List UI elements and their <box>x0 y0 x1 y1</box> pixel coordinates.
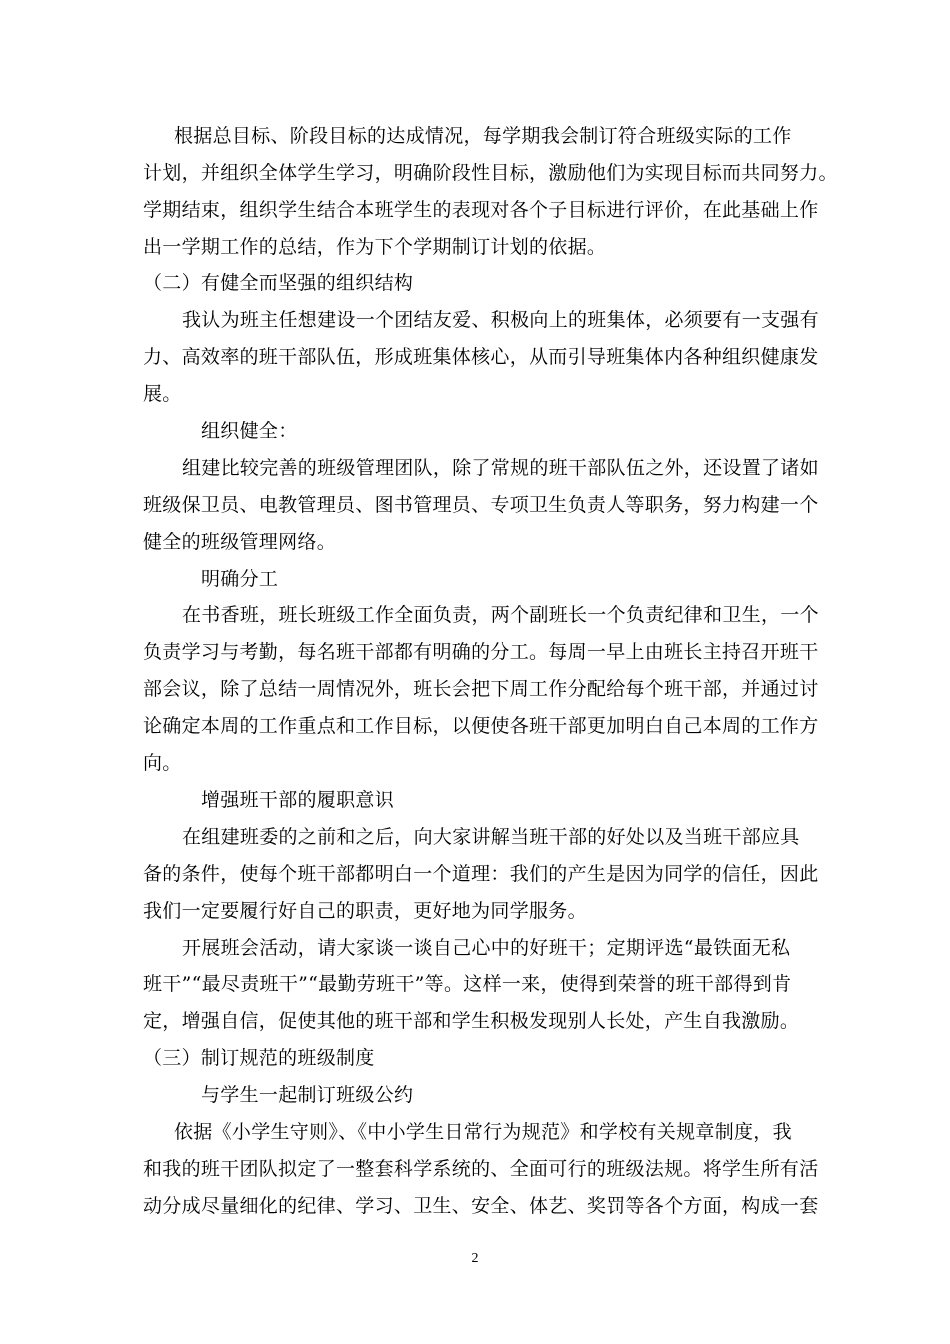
paragraph-line: 班级保卫员、电教管理员、图书管理员、专项卫生负责人等职务，努力构建一个 <box>143 494 819 516</box>
paragraph-line: 备的条件，使每个班干部都明白一个道理：我们的产生是因为同学的信任，因此 <box>143 863 819 885</box>
paragraph-line: 开展班会活动，请大家谈一谈自己心中的好班干；定期评选“最铁面无私 <box>182 937 791 959</box>
subheading: 明确分工 <box>201 568 279 590</box>
subheading: 与学生一起制订班级公约 <box>201 1084 414 1106</box>
subheading: 组织健全： <box>201 420 298 442</box>
paragraph-line: 计划，并组织全体学生学习，明确阶段性目标，激励他们为实现目标而共同努力。 <box>143 162 838 184</box>
paragraph-line: 在组建班委的之前和之后，向大家讲解当班干部的好处以及当班干部应具 <box>182 826 800 848</box>
section-heading: （三）制订规范的班级制度 <box>143 1047 375 1069</box>
paragraph-line: 健全的班级管理网络。 <box>143 531 337 553</box>
paragraph-line: 在书香班，班长班级工作全面负责，两个副班长一个负责纪律和卫生，一个 <box>182 604 819 626</box>
paragraph-line: 出一学期工作的总结，作为下个学期制订计划的依据。 <box>143 236 607 258</box>
paragraph-line: 力、高效率的班干部队伍，形成班集体核心，从而引导班集体内各种组织健康发 <box>143 346 819 368</box>
paragraph-line: 组建比较完善的班级管理团队，除了常规的班干部队伍之外，还设置了诸如 <box>182 457 819 479</box>
page-number: 2 <box>471 1251 479 1266</box>
paragraph-line: 动分成尽量细化的纪律、学习、卫生、安全、体艺、奖罚等各个方面，构成一套 <box>143 1195 819 1217</box>
subheading: 增强班干部的履职意识 <box>201 789 395 811</box>
section-heading: （二）有健全而坚强的组织结构 <box>143 272 414 294</box>
paragraph-line: 负责学习与考勤，每名班干部都有明确的分工。每周一早上由班长主持召开班干 <box>143 641 819 663</box>
paragraph-line: 部会议，除了总结一周情况外，班长会把下周工作分配给每个班干部，并通过讨 <box>143 678 819 700</box>
paragraph-line: 学期结束，组织学生结合本班学生的表现对各个子目标进行评价，在此基础上作 <box>143 199 819 221</box>
paragraph-line: 向。 <box>143 752 182 774</box>
paragraph-line: 根据总目标、阶段目标的达成情况，每学期我会制订符合班级实际的工作 <box>174 125 792 147</box>
paragraph-line: 展。 <box>143 383 182 405</box>
paragraph-line: 论确定本周的工作重点和工作目标，以便使各班干部更加明白自己本周的工作方 <box>143 715 819 737</box>
paragraph-line: 我认为班主任想建设一个团结友爱、积极向上的班集体，必须要有一支强有 <box>182 309 819 331</box>
paragraph-line: 依据《小学生守则》、《中小学生日常行为规范》和学校有关规章制度，我 <box>174 1121 792 1143</box>
paragraph-line: 定，增强自信，促使其他的班干部和学生积极发现别人长处，产生自我激励。 <box>143 1010 800 1032</box>
paragraph-line: 班干”“最尽责班干”“最勤劳班干”等。这样一来，使得到荣誉的班干部得到肯 <box>143 973 792 995</box>
paragraph-line: 和我的班干团队拟定了一整套科学系统的、全面可行的班级法规。将学生所有活 <box>143 1158 819 1180</box>
paragraph-line: 我们一定要履行好自己的职责，更好地为同学服务。 <box>143 900 587 922</box>
